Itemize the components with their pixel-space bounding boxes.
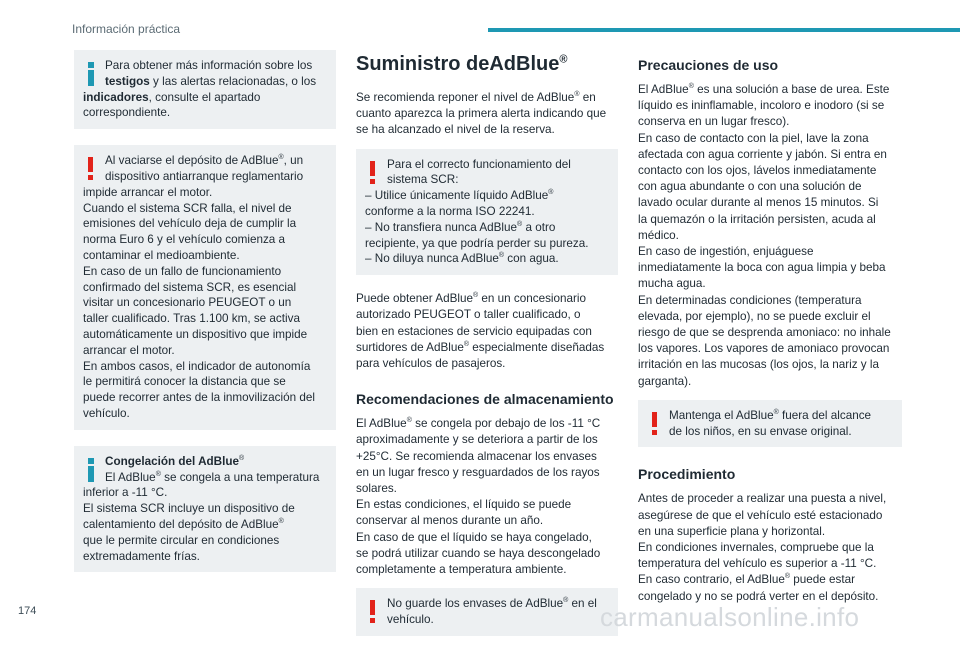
section-title: Suministro deAdBlue® bbox=[356, 53, 568, 75]
warning-icon bbox=[367, 600, 381, 624]
warning-box-vehiculo: No guarde los envases de AdBlue® en el vehículo. bbox=[356, 588, 618, 636]
warning-icon bbox=[649, 412, 663, 436]
warning-icon bbox=[85, 157, 99, 181]
warning-icon bbox=[367, 161, 381, 185]
paragraph-precauciones: El AdBlue® es una solución a base de urea. Este líquido es ininflamable, incoloro e inodoro (si se conserva en un lugar fresco). En caso de contacto con la piel, lave la zona afectada con agua corriente y jabón. Si entra en contacto con los ojos, lávelos inmediatamente con agua abundante o con una solución de lavado ocular durante al menos 15 minutos. Si la quemazón o la irritación persisten, acuda al médico. En caso de ingestión, enjuáguese inmediatamente la boca con agua limpia y beba mucha agua. En determinadas condiciones (temperatura elevada, por ejemplo), no se puede excluir el riesgo de que se desprenda amoniaco: no inhale los vapores. Los vapores de amoniaco provocan irritación en las mucosas (los ojos, la nariz y la garganta). bbox=[638, 83, 891, 388]
info-box-congelacion: Congelación del AdBlue® El AdBlue® se congela a una temperatura inferior a -11 °C. El sistema SCR incluye un dispositivo de calentamiento del depósito de AdBlue® que le permite circular en condiciones extremadamente frías. bbox=[74, 446, 336, 573]
subsection-title-procedimiento: Procedimiento bbox=[638, 466, 736, 483]
paragraph-procedimiento: Antes de proceder a realizar una puesta a nivel, asegúrese de que el vehículo esté estacionado en una superficie plana y horizontal. En condiciones invernales, compruebe que la temperatura del vehículo es superior a -11 °C. En caso contrario, el AdBlue® puede estar congelado y no se podrá verter en el depósito. bbox=[638, 492, 887, 603]
column-left bbox=[74, 50, 336, 588]
header-section-title: Información práctica bbox=[72, 22, 181, 36]
column-right bbox=[638, 50, 902, 615]
subsection-title-precauciones: Precauciones de uso bbox=[638, 57, 779, 73]
warning-box-scr: Para el correcto funcionamiento del sistema SCR: – Utilice únicamente líquido AdBlue® conforme a la norma ISO 22241. – No transfiera nunca AdBlue® a otro recipiente, ya que podría perder su pureza. – No diluya nunca AdBlue® con agua. bbox=[356, 149, 618, 276]
info-icon bbox=[85, 62, 99, 86]
subsection-title-almacenamiento: Recomendaciones de almacenamiento bbox=[356, 391, 614, 408]
page-number: 174 bbox=[18, 605, 37, 617]
info-icon bbox=[85, 458, 99, 482]
info-box-testigos: Para obtener más información sobre los testigos y las alertas relacionadas, o los indicadores, consulte el apartado correspondiente. bbox=[74, 50, 336, 129]
paragraph-almacenamiento: El AdBlue® se congela por debajo de los -11 °C aproximadamente y se deteriora a partir de los +25°C. Se recomienda almacenar los envases en un lugar fresco y resguardados de los rayos solares. En estas condiciones, el líquido se puede conservar al menos durante un año. En caso de que el líquido se haya congelado, se podrá utilizar cuando se haya descongelado completamente a temperatura ambiente. bbox=[356, 417, 601, 577]
warning-box-ninos: Mantenga el AdBlue® fuera del alcance de los niños, en su envase original. bbox=[638, 400, 902, 448]
paragraph-obtener: Puede obtener AdBlue® en un concesionario autorizado PEUGEOT o taller cualificado, o bien en estaciones de servicio equipadas con surtidores de AdBlue® especialmente diseñadas para vehículos de pasajeros. bbox=[356, 292, 605, 370]
watermark: carmanualsonline.info bbox=[600, 602, 860, 632]
column-middle bbox=[356, 50, 618, 652]
warning-box-antiarranque: Al vaciarse el depósito de AdBlue®, un dispositivo antiarranque reglamentario impide arrancar el motor. Cuando el sistema SCR falla, el nivel de emisiones del vehículo deja de cumplir la norma Euro 6 y el vehículo comienza a contaminar el medioambiente. En caso de un fallo de funcionamiento confirmado del sistema SCR, es esencial visitar un concesionario PEUGEOT o un taller cualificado. Tras 1.100 km, se activa automáticamente un dispositivo que impide arrancar el motor. En ambos casos, el indicador de autonomía le permitirá conocer la distancia que se puede recorrer antes de la inmovilización del vehículo. bbox=[74, 145, 336, 430]
header-accent-bar bbox=[488, 28, 960, 32]
paragraph-intro: Se recomienda reponer el nivel de AdBlue® en cuanto aparezca la primera alerta indicando que se ha alcanzado el nivel de la reserva. bbox=[356, 91, 607, 137]
